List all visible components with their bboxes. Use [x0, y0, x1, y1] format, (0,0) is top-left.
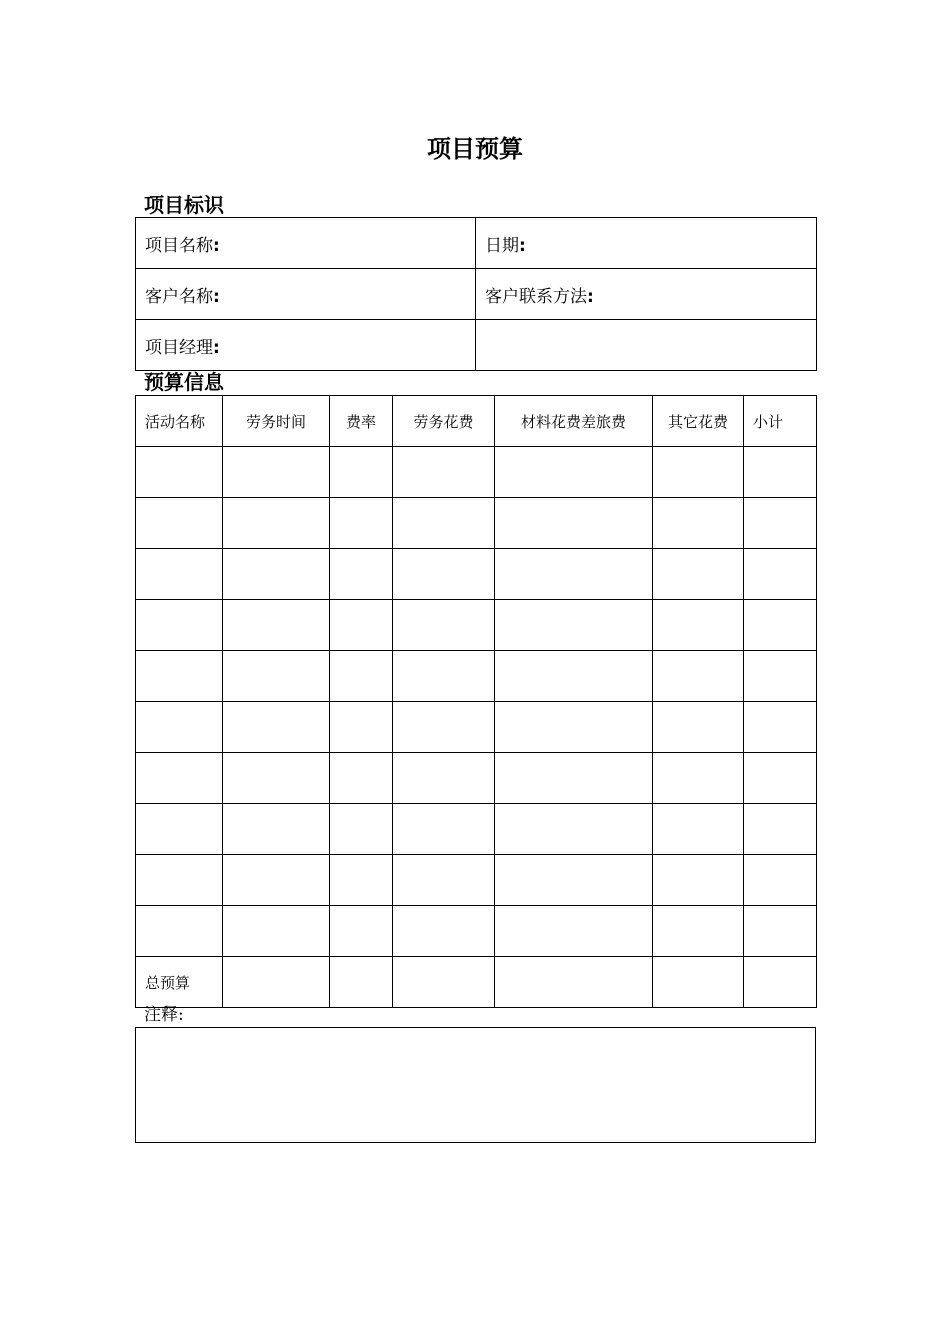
total-budget-label: 总预算	[136, 957, 223, 1008]
table-cell[interactable]	[653, 651, 744, 702]
table-cell[interactable]	[744, 447, 817, 498]
table-cell[interactable]	[330, 957, 393, 1008]
table-cell[interactable]	[330, 600, 393, 651]
table-cell[interactable]	[393, 753, 495, 804]
table-cell[interactable]	[495, 753, 653, 804]
table-cell[interactable]	[653, 600, 744, 651]
column-header: 活动名称	[136, 396, 223, 447]
table-row	[136, 855, 817, 906]
table-cell[interactable]	[495, 957, 653, 1008]
table-cell[interactable]	[744, 600, 817, 651]
table-row	[136, 702, 817, 753]
table-cell[interactable]	[653, 702, 744, 753]
colon: :	[587, 286, 594, 307]
project-name-label: 项目名称	[145, 235, 213, 256]
table-row	[136, 804, 817, 855]
table-cell[interactable]	[653, 957, 744, 1008]
table-cell[interactable]	[223, 957, 330, 1008]
column-header: 材料花费差旅费	[495, 396, 653, 447]
table-header-row	[136, 396, 817, 447]
table-cell[interactable]	[136, 447, 223, 498]
table-cell[interactable]	[330, 906, 393, 957]
table-cell[interactable]	[223, 906, 330, 957]
table-cell[interactable]	[653, 906, 744, 957]
colon: :	[213, 337, 220, 358]
column-header: 其它花费	[653, 396, 744, 447]
table-cell[interactable]	[393, 957, 495, 1008]
table-cell[interactable]	[393, 651, 495, 702]
table-cell[interactable]	[136, 549, 223, 600]
table-cell[interactable]	[136, 702, 223, 753]
table-row	[136, 218, 817, 269]
table-cell[interactable]	[393, 447, 495, 498]
table-cell[interactable]	[223, 855, 330, 906]
table-cell[interactable]	[223, 753, 330, 804]
table-cell[interactable]	[495, 855, 653, 906]
table-cell[interactable]	[653, 804, 744, 855]
table-cell[interactable]	[330, 549, 393, 600]
table-cell[interactable]	[330, 804, 393, 855]
table-cell[interactable]	[330, 702, 393, 753]
colon: :	[213, 235, 220, 256]
section-title-budget: 预算信息	[144, 370, 224, 394]
table-cell[interactable]	[653, 753, 744, 804]
column-header: 劳务花费	[393, 396, 495, 447]
table-cell[interactable]	[495, 702, 653, 753]
table-cell[interactable]	[136, 855, 223, 906]
table-cell[interactable]	[223, 498, 330, 549]
table-cell[interactable]	[330, 855, 393, 906]
section-title-identification: 项目标识	[144, 193, 224, 217]
table-cell[interactable]	[223, 600, 330, 651]
table-row	[136, 906, 817, 957]
table-cell[interactable]	[136, 600, 223, 651]
table-cell[interactable]	[744, 855, 817, 906]
project-name-field[interactable]	[136, 218, 476, 269]
table-cell[interactable]	[393, 549, 495, 600]
table-cell[interactable]	[653, 498, 744, 549]
table-cell[interactable]	[653, 549, 744, 600]
table-cell[interactable]	[393, 855, 495, 906]
table-cell[interactable]	[223, 651, 330, 702]
notes-label: 注释:	[144, 1005, 184, 1025]
date-field[interactable]	[476, 218, 817, 269]
table-cell[interactable]	[744, 957, 817, 1008]
table-cell[interactable]	[223, 702, 330, 753]
table-cell[interactable]	[223, 549, 330, 600]
identification-table	[135, 217, 817, 371]
table-cell[interactable]	[330, 651, 393, 702]
table-cell[interactable]	[495, 549, 653, 600]
table-cell[interactable]	[136, 804, 223, 855]
project-manager-field[interactable]	[136, 320, 476, 371]
table-cell[interactable]	[223, 447, 330, 498]
empty-field[interactable]	[476, 320, 817, 371]
table-cell[interactable]	[495, 498, 653, 549]
table-cell[interactable]	[653, 855, 744, 906]
table-cell[interactable]	[744, 651, 817, 702]
table-row	[136, 498, 817, 549]
table-cell[interactable]	[744, 549, 817, 600]
table-cell[interactable]	[136, 651, 223, 702]
table-cell[interactable]	[136, 498, 223, 549]
table-cell[interactable]	[393, 702, 495, 753]
column-header: 费率	[330, 396, 393, 447]
table-cell[interactable]	[495, 651, 653, 702]
client-name-label: 客户名称	[145, 286, 213, 307]
table-cell[interactable]	[744, 906, 817, 957]
date-label: 日期	[485, 235, 519, 256]
table-cell[interactable]	[495, 600, 653, 651]
table-cell[interactable]	[744, 804, 817, 855]
table-row	[136, 549, 817, 600]
notes-field[interactable]	[135, 1027, 816, 1143]
table-cell[interactable]	[136, 753, 223, 804]
column-header: 劳务时间	[223, 396, 330, 447]
table-row	[136, 651, 817, 702]
table-cell[interactable]	[330, 753, 393, 804]
client-contact-field[interactable]	[476, 269, 817, 320]
page-title: 项目预算	[427, 134, 523, 163]
total-row	[136, 957, 817, 1008]
table-cell[interactable]	[495, 906, 653, 957]
table-cell[interactable]	[744, 498, 817, 549]
table-cell[interactable]	[744, 702, 817, 753]
table-cell[interactable]	[330, 498, 393, 549]
table-cell[interactable]	[744, 753, 817, 804]
table-cell[interactable]	[393, 600, 495, 651]
colon: :	[213, 286, 220, 307]
table-row	[136, 269, 817, 320]
table-cell[interactable]	[393, 804, 495, 855]
client-name-field[interactable]	[136, 269, 476, 320]
table-row	[136, 753, 817, 804]
client-contact-label: 客户联系方法	[485, 286, 587, 307]
table-cell[interactable]	[495, 804, 653, 855]
table-row	[136, 600, 817, 651]
table-row	[136, 447, 817, 498]
column-header: 小计	[744, 396, 817, 447]
table-cell[interactable]	[653, 447, 744, 498]
table-cell[interactable]	[495, 447, 653, 498]
budget-table	[135, 395, 817, 1008]
table-cell[interactable]	[393, 906, 495, 957]
table-cell[interactable]	[393, 498, 495, 549]
table-cell[interactable]	[223, 804, 330, 855]
table-row	[136, 320, 817, 371]
project-manager-label: 项目经理	[145, 337, 213, 358]
table-cell[interactable]	[136, 906, 223, 957]
table-cell[interactable]	[330, 447, 393, 498]
colon: :	[519, 235, 526, 256]
